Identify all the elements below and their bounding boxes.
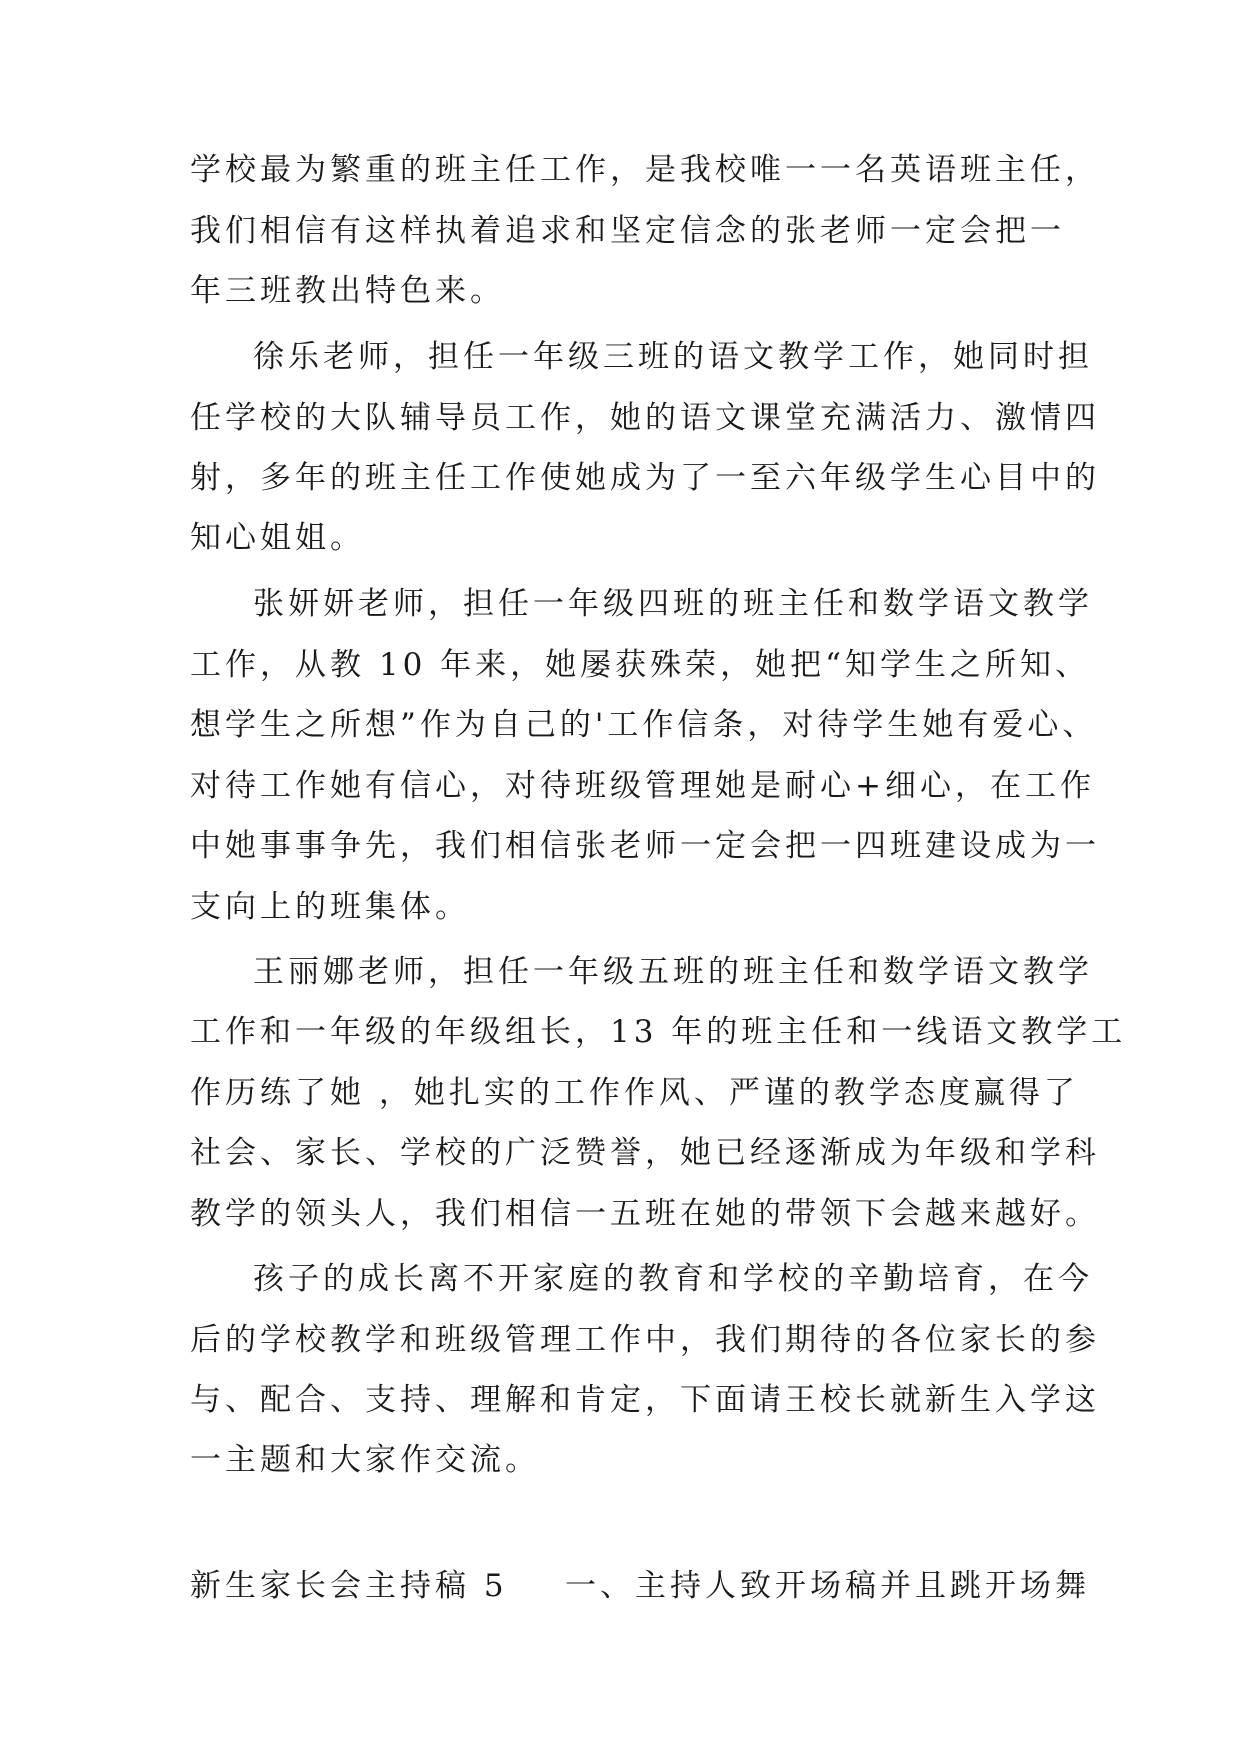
paragraph-3-line-3: 想学生之所想”作为自己的'工作信条，对待学生她有爱心、 bbox=[190, 707, 1098, 743]
paragraph-5-line-4: 一主题和大家作交流。 bbox=[190, 1442, 540, 1478]
paragraph-5-line-2: 后的学校教学和班级管理工作中，我们期待的各位家长的参 bbox=[190, 1322, 1100, 1358]
paragraph-4-line-5: 教学的领头人，我们相信一五班在她的带领下会越来越好。 bbox=[190, 1196, 1100, 1232]
paragraph-3-line-4: 对待工作她有信心，对待班级管理她是耐心+细心，在工作 bbox=[190, 768, 1095, 804]
paragraph-5-line-1: 孩子的成长离不开家庭的教育和学校的辛勤培育，在今 bbox=[253, 1261, 1093, 1297]
paragraph-1-line-2: 我们相信有这样执着追求和坚定信念的张老师一定会把一 bbox=[190, 213, 1065, 249]
paragraph-5-line-3: 与、配合、支持、理解和肯定，下面请王校长就新生入学这 bbox=[190, 1382, 1100, 1418]
section-title: 新生家长会主持稿 5 bbox=[190, 1568, 508, 1604]
paragraph-2-line-4: 知心姐姐。 bbox=[190, 520, 365, 556]
paragraph-1-line-1: 学校最为繁重的班主任工作，是我校唯一一名英语班主任， bbox=[190, 152, 1100, 188]
paragraph-3-line-6: 支向上的班集体。 bbox=[190, 889, 470, 925]
paragraph-2-line-1: 徐乐老师，担任一年级三班的语文教学工作，她同时担 bbox=[253, 339, 1093, 375]
paragraph-3-line-2: 工作，从教 10 年来，她屡获殊荣，她把“知学生之所知、 bbox=[190, 647, 1090, 683]
paragraph-2-line-3: 射，多年的班主任工作使她成为了一至六年级学生心目中的 bbox=[190, 460, 1100, 496]
paragraph-4-line-3: 作历练了她 ，她扎实的工作作风、严谨的教学态度赢得了 bbox=[190, 1075, 1079, 1111]
paragraph-2-line-2: 任学校的大队辅导员工作，她的语文课堂充满活力、激情四 bbox=[190, 400, 1100, 436]
paragraph-4-line-2: 工作和一年级的年级组长，13 年的班主任和一线语文教学工 bbox=[190, 1014, 1127, 1050]
paragraph-3-line-5: 中她事事争先，我们相信张老师一定会把一四班建设成为一 bbox=[190, 828, 1100, 864]
paragraph-4-line-4: 社会、家长、学校的广泛赞誉，她已经逐渐成为年级和学科 bbox=[190, 1135, 1100, 1171]
paragraph-1-line-3: 年三班教出特色来。 bbox=[190, 273, 505, 309]
paragraph-3-line-1: 张妍妍老师，担任一年级四班的班主任和数学语文教学 bbox=[253, 586, 1093, 622]
paragraph-4-line-1: 王丽娜老师，担任一年级五班的班主任和数学语文教学 bbox=[253, 954, 1093, 990]
section-subtitle: 一、主持人致开场稿并且跳开场舞 bbox=[565, 1568, 1090, 1604]
